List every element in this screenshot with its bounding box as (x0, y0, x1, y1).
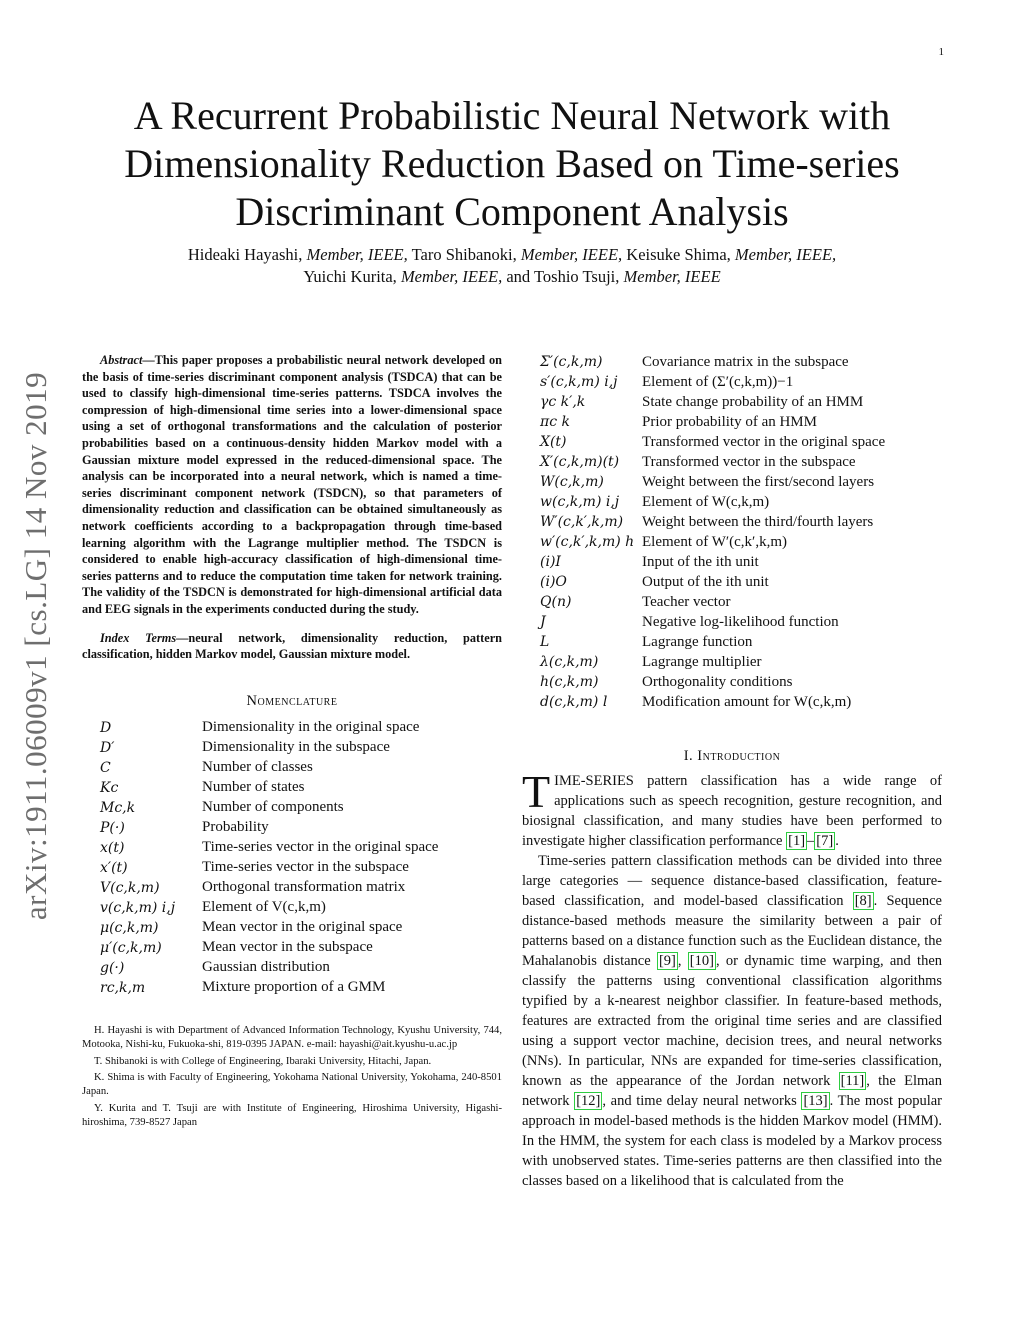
nomenclature-symbol: P(·) (100, 819, 125, 836)
nomenclature-symbol: γc k′,k (540, 394, 586, 410)
nomenclature-description: Modification amount for W(c,k,m) (642, 693, 852, 710)
nomenclature-row (82, 918, 502, 938)
author-line-2 (80, 266, 944, 288)
nomenclature-description: Input of the ith unit (642, 553, 759, 570)
drop-cap: T (522, 766, 551, 817)
nomenclature-row (522, 652, 942, 672)
left-column (82, 352, 502, 1133)
nomenclature-row (522, 612, 942, 632)
nomenclature-symbol: J (540, 614, 546, 630)
nomenclature-symbol: v(c,k,m) i,j (100, 899, 176, 916)
nomenclature-symbol: x′(t) (100, 859, 128, 876)
nomenclature-symbol: s′(c,k,m) i,j (540, 374, 618, 390)
nomenclature-row (522, 532, 942, 552)
nomenclature-row (82, 758, 502, 778)
introduction-heading: I. Introduction (683, 748, 781, 764)
nomenclature-row (522, 432, 942, 452)
author-role: Member, IEEE, (520, 245, 623, 264)
nomenclature-description: Transformed vector in the original space (642, 433, 886, 450)
nomenclature-description: Transformed vector in the subspace (642, 453, 856, 470)
nomenclature-row (82, 718, 502, 738)
author-name: Keisuke Shima, (622, 245, 735, 264)
nomenclature-description: Gaussian distribution (202, 959, 330, 976)
nomenclature-description: Output of the ith unit (642, 573, 769, 590)
nomenclature-symbol: Kc (100, 779, 119, 796)
citation-link[interactable]: [8] (854, 893, 872, 909)
nomenclature-description: Dimensionality in the subspace (202, 739, 390, 756)
nomenclature-symbol: X′(c,k,m)(t) (540, 454, 620, 470)
nomenclature-symbol: V(c,k,m) (100, 879, 160, 896)
nomenclature-row (522, 692, 942, 712)
nomenclature-description: Probability (202, 819, 269, 836)
footnote: T. Shibanoki is with College of Engineering, Ibaraki University, Hitachi, Japan. (94, 1055, 432, 1067)
nomenclature-row (522, 672, 942, 692)
nomenclature-description: Lagrange function (642, 633, 753, 650)
nomenclature-description: Number of states (202, 779, 305, 796)
nomenclature-symbol: L (540, 634, 550, 650)
abstract-text: —This paper proposes a probabilistic neural network developed on the basis of time-series discriminant component analysis (TSDCA) that can be used to classify high-dimensional time-series patterns. TSDCA involves the compression of high-dimensional time series into a lower-dimensional space using a set of orthogonal transformations and the calculation of posterior probabilities based on a continuous-density hidden Markov model with a Gaussian mixture model expressed in the reduced-dimensional space. The analysis can be incorporated into a neural network, which is named a time-series discriminant component network (TSDCN), so that parameters of dimensionality reduction and classification can be obtained simultaneously as network coefficients according to a backpropagation through time-based learning algorithm with the Lagrange multiplier method. The TSDCN is considered to enable high-accuracy classification of high-dimensional time-series patterns and to reduce the computation time taken for network training. The validity of the TSDCN is demonstrated for high-dimensional artificial data and EEG signals in the experiments conducted during the study. (82, 353, 502, 616)
nomenclature-symbol: d(c,k,m) l (540, 694, 608, 710)
nomenclature-symbol: w(c,k,m) i,j (540, 494, 620, 510)
nomenclature-symbol: g(·) (100, 959, 125, 976)
nomenclature-description: Teacher vector (642, 593, 731, 610)
author-affiliation-footnotes (82, 1024, 502, 1131)
nomenclature-symbol: λ(c,k,m) (540, 654, 599, 670)
nomenclature-row (522, 412, 942, 432)
nomenclature-symbol: X(t) (540, 434, 567, 450)
author-name: and Toshio Tsuji, (502, 267, 624, 286)
author-role: Member, IEEE, (734, 245, 837, 264)
nomenclature-symbol: Q(n) (540, 594, 572, 610)
citation-link[interactable]: [13] (803, 1093, 828, 1109)
nomenclature-row (82, 838, 502, 858)
abstract (82, 352, 502, 618)
intro-text: , or dynamic time warping, and then classify the patterns using conventional classification algorithms typified by a k-nearest neighbor classifier. In feature-based methods, features are extracted from the original time series and are classified using a support vector machine, decision trees, and neural networks (NNs). In particular, NNs are expanded for time-series classification, known as the appearance of the Jordan network (522, 953, 943, 1089)
nomenclature-row (82, 978, 502, 998)
nomenclature-symbol: rc,k,m (100, 979, 146, 996)
nomenclature-description: Lagrange multiplier (642, 653, 762, 670)
index-terms (82, 630, 502, 663)
intro-text: , the Elman network (522, 1073, 942, 1109)
citation-link[interactable]: [11] (840, 1073, 865, 1089)
nomenclature-symbol: (i)I (540, 554, 561, 570)
citation-link[interactable]: [9] (658, 953, 676, 969)
nomenclature-symbol: D (100, 719, 112, 736)
nomenclature-row (522, 452, 942, 472)
nomenclature-row (82, 738, 502, 758)
intro-text: pattern classification has a wide range of applications such as speech recognition, gesture recognition, and biosignal classification, and many studies have been performed to investigate higher classification performance (522, 773, 942, 849)
nomenclature-symbol: (i)O (540, 574, 567, 590)
author-line-1 (80, 244, 944, 266)
nomenclature-description: Element of V(c,k,m) (202, 899, 326, 916)
nomenclature-symbol: Mc,k (100, 799, 136, 816)
author-role: Member, IEEE, (400, 267, 503, 286)
nomenclature-description: Weight between the third/fourth layers (642, 513, 874, 530)
nomenclature-symbol: x(t) (100, 839, 125, 856)
nomenclature-row (82, 898, 502, 918)
nomenclature-description: Element of W′(c,k′,k,m) (642, 533, 787, 550)
nomenclature-description: State change probability of an HMM (642, 393, 864, 410)
nomenclature-description: Element of (Σ′(c,k,m))−1 (642, 373, 794, 390)
nomenclature-row (522, 372, 942, 392)
nomenclature-description: Time-series vector in the subspace (202, 859, 409, 876)
intro-smallcaps: IME-SERIES (554, 773, 634, 789)
citation-link[interactable]: [10] (689, 953, 714, 969)
nomenclature-row (522, 592, 942, 612)
nomenclature-description: Orthogonality conditions (642, 673, 793, 690)
author-role: Member, IEEE, (306, 245, 408, 264)
footnote: Y. Kurita and T. Tsuji are with Institute of Engineering, Hiroshima University, Higashi-hiroshima, 739-8527 Japan (82, 1102, 502, 1129)
citation-link[interactable]: [1] (788, 833, 806, 849)
nomenclature-row (522, 512, 942, 532)
author-role: Member, IEEE (623, 267, 721, 286)
footnote: H. Hayashi is with Department of Advanced Information Technology, Kyushu University, 744, Motooka, Nishi-ku, Fukuoka-shi, 819-0395 JAPAN. e-mail: hayashi@ait.kyushu-u.ac.jp (82, 1024, 502, 1051)
nomenclature-description: Mean vector in the subspace (202, 939, 373, 956)
nomenclature-description: Covariance matrix in the subspace (642, 353, 849, 370)
page-number: 1 (938, 46, 944, 58)
right-column (522, 352, 942, 1191)
citation-link[interactable]: [7] (816, 833, 834, 849)
nomenclature-row (522, 552, 942, 572)
nomenclature-description: Orthogonal transformation matrix (202, 879, 406, 896)
nomenclature-description: Prior probability of an HMM (642, 413, 817, 430)
intro-text: , and time delay neural networks (602, 1093, 802, 1109)
nomenclature-list-left (82, 718, 502, 998)
nomenclature-description: Mixture proportion of a GMM (202, 979, 386, 996)
nomenclature-description: Element of W(c,k,m) (642, 493, 770, 510)
intro-paragraph-1 (522, 766, 942, 851)
nomenclature-description: Weight between the first/second layers (642, 473, 875, 490)
nomenclature-symbol: w′(c,k′,k,m) h (540, 534, 635, 550)
nomenclature-row (82, 858, 502, 878)
nomenclature-description: Mean vector in the original space (202, 919, 403, 936)
nomenclature-row (82, 798, 502, 818)
abstract-lead: Abstract (100, 353, 143, 367)
nomenclature-list-right (522, 352, 942, 712)
index-terms-lead: Index Terms (100, 630, 177, 645)
nomenclature-heading: Nomenclature (246, 692, 338, 709)
index-terms-text: —neural network, dimensionality reduction, pattern classification, hidden Markov model, Gaussian mixture model. (82, 630, 502, 662)
nomenclature-description: Dimensionality in the original space (202, 719, 420, 736)
introduction-body (522, 766, 943, 1191)
nomenclature-symbol: W(c,k,m) (540, 474, 604, 490)
nomenclature-description: Number of components (202, 799, 344, 816)
nomenclature-row (82, 938, 502, 958)
nomenclature-symbol: μ(c,k,m) (100, 919, 159, 936)
nomenclature-row (82, 958, 502, 978)
nomenclature-symbol: C (100, 759, 111, 776)
citation-link[interactable]: [12] (576, 1093, 601, 1109)
author-name: Hideaki Hayashi, (187, 245, 307, 264)
nomenclature-row (82, 818, 502, 838)
author-name: Taro Shibanoki, (407, 245, 521, 264)
nomenclature-description: Time-series vector in the original space (202, 839, 439, 856)
nomenclature-row (522, 352, 942, 372)
nomenclature-symbol: h(c,k,m) (540, 674, 599, 690)
footnote: K. Shima is with Faculty of Engineering, Yokohama National University, Yokohama, 240-8501 Japan. (82, 1071, 502, 1098)
author-name: Yuichi Kurita, (303, 267, 401, 286)
intro-text: . The most popular approach in model-based methods is the hidden Markov model (HMM). In the HMM, the system for each class is modeled by a Markov process with unobserved states. Time-series patterns are then classified into the classes based on a likelihood that is calculated from the (522, 1093, 943, 1189)
nomenclature-row (522, 492, 942, 512)
intro-text: . Sequence distance-based methods measure the similarity between a pair of patterns based on a distance function such as the Euclidean distance, the Mahalanobis distance (522, 893, 942, 969)
nomenclature-row (522, 632, 942, 652)
nomenclature-symbol: D′ (100, 739, 115, 756)
nomenclature-row (82, 878, 502, 898)
nomenclature-description: Negative log-likelihood function (642, 613, 839, 630)
nomenclature-row (522, 572, 942, 592)
nomenclature-symbol: Σ′(c,k,m) (540, 354, 603, 370)
nomenclature-symbol: μ′(c,k,m) (100, 939, 162, 956)
nomenclature-row (522, 392, 942, 412)
nomenclature-row (522, 472, 942, 492)
author-list (80, 244, 944, 288)
intro-text: , (677, 953, 688, 969)
arxiv-identifier[interactable]: arXiv:1911.06009v1 [cs.LG] 14 Nov 2019 (18, 371, 53, 921)
nomenclature-symbol: W′(c,k′,k,m) (540, 514, 624, 530)
nomenclature-description: Number of classes (202, 759, 313, 776)
paper-title: A Recurrent Probabilistic Neural Network with Dimensionality Reduction Based on Time-series Discriminant Component Analysis (124, 93, 900, 234)
intro-text: – (807, 833, 815, 849)
nomenclature-row (82, 778, 502, 798)
intro-text: Time-series pattern classification methods can be divided into three large categories — sequence distance-based classification, feature-based classification, and model-based classification (522, 853, 942, 909)
intro-paragraph-2 (522, 851, 942, 1191)
nomenclature-symbol: πc k (540, 414, 570, 430)
intro-text: . (835, 833, 839, 849)
